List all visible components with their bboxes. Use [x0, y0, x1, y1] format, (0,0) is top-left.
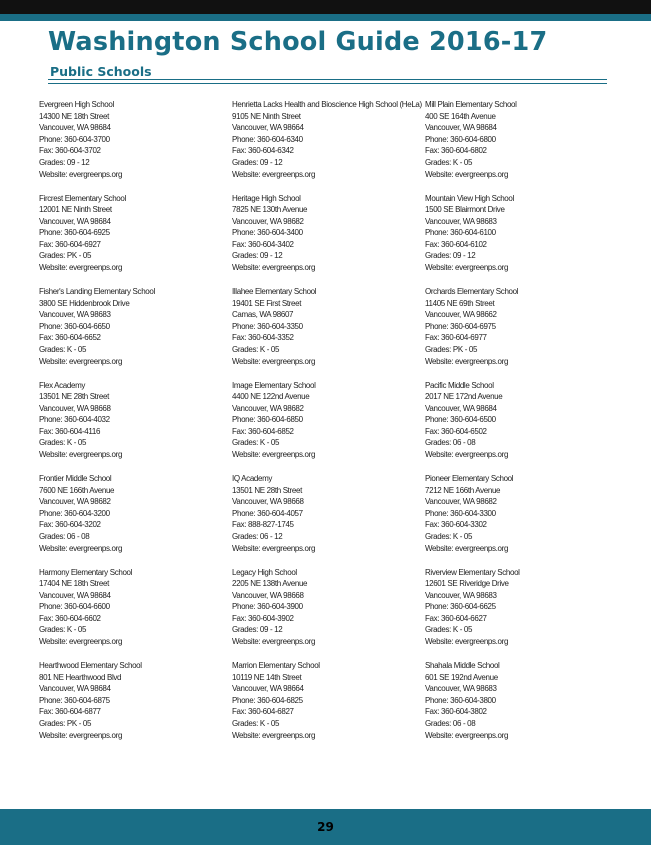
section-subtitle: Public Schools: [50, 64, 152, 79]
school-entry: [425, 660, 615, 754]
school-name: Fircrest Elementary School: [39, 193, 126, 203]
school-city: Vancouver, WA 98664: [232, 123, 304, 133]
school-city: Vancouver, WA 98684: [39, 590, 111, 600]
school-fax: Fax: 360-604-3402: [232, 239, 294, 249]
school-website: Website: evergreenps.org: [39, 263, 123, 273]
school-address: 7825 NE 130th Avenue: [232, 205, 308, 215]
school-phone: Phone: 360-604-3200: [39, 508, 110, 518]
school-grades: Grades: 09 - 12: [425, 251, 476, 261]
school-website: Website: evergreenps.org: [232, 730, 316, 740]
school-city: Vancouver, WA 98682: [232, 216, 304, 226]
school-address: 1500 SE Blairmont Drive: [425, 205, 505, 215]
school-phone: Phone: 360-604-6850: [232, 415, 303, 425]
school-fax: Fax: 360-604-3902: [232, 613, 294, 623]
school-website: Website: evergreenps.org: [39, 730, 123, 740]
school-fax: Fax: 360-604-6927: [39, 239, 101, 249]
school-entry: [425, 286, 615, 380]
header-divider-top: [48, 79, 607, 80]
school-fax: Fax: 360-604-6827: [232, 707, 294, 717]
school-name: Flex Academy: [39, 380, 86, 390]
school-phone: Phone: 360-604-4032: [39, 415, 110, 425]
school-name: Heritage High School: [232, 193, 301, 203]
school-website: Website: evergreenps.org: [39, 356, 123, 366]
school-phone: Phone: 360-604-3300: [425, 508, 496, 518]
school-name: Mountain View High School: [425, 193, 514, 203]
school-fax: Fax: 360-604-3352: [232, 333, 294, 343]
school-phone: Phone: 360-604-3700: [39, 134, 110, 144]
school-address: 17404 NE 18th Street: [39, 579, 109, 589]
school-city: Vancouver, WA 98684: [425, 403, 497, 413]
school-entry: [232, 286, 422, 380]
school-city: Vancouver, WA 98684: [39, 123, 111, 133]
school-grades: Grades: 06 - 08: [425, 438, 476, 448]
school-entry: [425, 380, 615, 474]
school-grades: Grades: K - 05: [425, 157, 473, 167]
school-entry: [39, 473, 229, 567]
school-phone: Phone: 360-604-6975: [425, 321, 496, 331]
school-name: Mill Plain Elementary School: [425, 100, 517, 109]
school-phone: Phone: 360-604-3800: [425, 695, 496, 705]
school-address: 13501 NE 28th Street: [39, 392, 109, 402]
school-phone: Phone: 360-604-6800: [425, 134, 496, 144]
school-website: Website: evergreenps.org: [425, 356, 509, 366]
school-grades: Grades: 09 - 12: [232, 251, 283, 261]
school-entry: [39, 660, 229, 754]
school-address: 4400 NE 122nd Avenue: [232, 392, 310, 402]
school-fax: Fax: 360-604-6102: [425, 239, 487, 249]
school-name: Shahala Middle School: [425, 661, 500, 670]
school-website: Website: evergreenps.org: [39, 450, 123, 460]
school-entry: [39, 567, 229, 661]
school-name: Image Elementary School: [232, 380, 316, 390]
school-phone: Phone: 360-604-6925: [39, 228, 110, 238]
school-fax: Fax: 360-604-6342: [232, 146, 294, 156]
school-grades: Grades: K - 05: [425, 531, 473, 541]
school-fax: Fax: 360-604-6602: [39, 613, 101, 623]
school-name: Riverview Elementary School: [425, 567, 520, 577]
school-city: Vancouver, WA 98682: [232, 403, 304, 413]
school-website: Website: evergreenps.org: [39, 637, 123, 647]
school-name: Orchards Elementary School: [425, 287, 519, 296]
school-city: Vancouver, WA 98668: [39, 403, 111, 413]
top-accent-bar: [0, 14, 651, 21]
school-entry: [425, 473, 615, 567]
school-grades: Grades: K - 05: [39, 625, 87, 635]
school-entry: [232, 567, 422, 661]
school-fax: Fax: 360-604-6802: [425, 146, 487, 156]
school-name: Pacific Middle School: [425, 380, 494, 390]
school-website: Website: evergreenps.org: [232, 637, 316, 647]
school-fax: Fax: 360-604-6627: [425, 613, 487, 623]
school-website: Website: evergreenps.org: [232, 263, 316, 273]
school-website: Website: evergreenps.org: [232, 543, 316, 553]
school-website: Website: evergreenps.org: [425, 730, 509, 740]
school-name: Frontier Middle School: [39, 474, 112, 483]
school-phone: Phone: 360-604-3900: [232, 602, 303, 612]
school-fax: Fax: 360-604-3302: [425, 520, 487, 530]
school-website: Website: evergreenps.org: [425, 169, 509, 179]
school-fax: Fax: 360-604-6877: [39, 707, 101, 717]
school-address: 12001 NE Ninth Street: [39, 205, 112, 215]
school-address: 10119 NE 14th Street: [232, 672, 302, 682]
school-fax: Fax: 888-827-1745: [232, 520, 294, 530]
school-address: 7212 NE 166th Avenue: [425, 485, 501, 495]
school-city: Vancouver, WA 98662: [425, 310, 497, 320]
school-column-right: [425, 99, 615, 754]
school-city: Vancouver, WA 98684: [425, 123, 497, 133]
school-address: 601 SE 192nd Avenue: [425, 672, 498, 682]
school-name: IQ Academy: [232, 474, 273, 483]
school-address: 801 NE Hearthwood Blvd: [39, 672, 122, 682]
school-grades: Grades: PK - 05: [39, 251, 92, 261]
school-entry: [39, 286, 229, 380]
school-website: Website: evergreenps.org: [425, 637, 509, 647]
school-grades: Grades: K - 05: [39, 438, 87, 448]
school-name: Marrion Elementary School: [232, 661, 320, 670]
school-city: Vancouver, WA 98683: [425, 684, 497, 694]
school-name: Illahee Elementary School: [232, 287, 317, 296]
header-divider-bottom: [48, 83, 607, 84]
school-address: 13501 NE 28th Street: [232, 485, 302, 495]
school-website: Website: evergreenps.org: [39, 543, 123, 553]
school-phone: Phone: 360-604-6875: [39, 695, 110, 705]
school-entry: [39, 99, 229, 193]
school-entry: [232, 99, 422, 193]
page-number: 29: [317, 820, 334, 834]
school-phone: Phone: 360-604-6650: [39, 321, 110, 331]
school-city: Vancouver, WA 98684: [39, 684, 111, 694]
school-name: Henrietta Lacks Health and Bioscience High School (HeLa): [232, 100, 422, 109]
school-address: 19401 SE First Street: [232, 298, 302, 308]
page-title: Washington School Guide 2016-17: [48, 27, 548, 57]
school-name: Harmony Elementary School: [39, 567, 133, 577]
school-name: Legacy High School: [232, 567, 297, 577]
school-fax: Fax: 360-604-3802: [425, 707, 487, 717]
school-entry: [232, 380, 422, 474]
school-fax: Fax: 360-604-6652: [39, 333, 101, 343]
school-address: 14300 NE 18th Street: [39, 111, 109, 121]
school-grades: Grades: 06 - 08: [39, 531, 90, 541]
school-address: 11405 NE 69th Street: [425, 298, 495, 308]
school-entry: [232, 473, 422, 567]
school-fax: Fax: 360-604-3202: [39, 520, 101, 530]
school-name: Fisher's Landing Elementary School: [39, 287, 155, 296]
school-address: 3800 SE Hiddenbrook Drive: [39, 298, 130, 308]
school-website: Website: evergreenps.org: [232, 169, 316, 179]
school-name: Evergreen High School: [39, 100, 114, 109]
school-grades: Grades: 09 - 12: [232, 625, 283, 635]
school-column-middle: [232, 99, 422, 754]
school-fax: Fax: 360-604-3702: [39, 146, 101, 156]
school-grades: Grades: K - 05: [425, 625, 473, 635]
school-name: Pioneer Elementary School: [425, 474, 514, 483]
school-grades: Grades: K - 05: [232, 344, 280, 354]
school-city: Vancouver, WA 98683: [425, 216, 497, 226]
school-entry: [425, 99, 615, 193]
school-grades: Grades: K - 05: [39, 344, 87, 354]
school-grades: Grades: K - 05: [232, 438, 280, 448]
school-fax: Fax: 360-604-4116: [39, 426, 101, 436]
school-grades: Grades: 06 - 12: [232, 531, 283, 541]
school-website: Website: evergreenps.org: [39, 169, 123, 179]
school-phone: Phone: 360-604-6100: [425, 228, 496, 238]
school-entry: [425, 193, 615, 287]
school-city: Vancouver, WA 98683: [425, 590, 497, 600]
school-website: Website: evergreenps.org: [232, 450, 316, 460]
school-phone: Phone: 360-604-6500: [425, 415, 496, 425]
school-address: 12601 SE Riveridge Drive: [425, 579, 509, 589]
school-city: Vancouver, WA 98668: [232, 590, 304, 600]
school-entry: [232, 660, 422, 754]
school-address: 9105 NE Ninth Street: [232, 111, 301, 121]
school-address: 2205 NE 138th Avenue: [232, 579, 308, 589]
school-website: Website: evergreenps.org: [425, 450, 509, 460]
school-name: Hearthwood Elementary School: [39, 661, 142, 670]
school-grades: Grades: PK - 05: [39, 718, 92, 728]
school-address: 7600 NE 166th Avenue: [39, 485, 115, 495]
school-fax: Fax: 360-604-6502: [425, 426, 487, 436]
school-city: Vancouver, WA 98682: [39, 497, 111, 507]
school-entry: [425, 567, 615, 661]
school-city: Vancouver, WA 98668: [232, 497, 304, 507]
school-entry: [39, 193, 229, 287]
school-city: Vancouver, WA 98664: [232, 684, 304, 694]
school-phone: Phone: 360-604-6340: [232, 134, 303, 144]
school-entry: [39, 380, 229, 474]
school-phone: Phone: 360-604-6625: [425, 602, 496, 612]
school-phone: Phone: 360-604-4057: [232, 508, 303, 518]
school-address: 2017 NE 172nd Avenue: [425, 392, 503, 402]
school-fax: Fax: 360-604-6977: [425, 333, 487, 343]
school-fax: Fax: 360-604-6852: [232, 426, 294, 436]
school-website: Website: evergreenps.org: [425, 263, 509, 273]
school-website: Website: evergreenps.org: [425, 543, 509, 553]
school-city: Vancouver, WA 98684: [39, 216, 111, 226]
school-address: 400 SE 164th Avenue: [425, 111, 496, 121]
school-website: Website: evergreenps.org: [232, 356, 316, 366]
school-column-left: [39, 99, 229, 754]
school-grades: Grades: 06 - 08: [425, 718, 476, 728]
school-entry: [232, 193, 422, 287]
school-grades: Grades: PK - 05: [425, 344, 478, 354]
top-bar: [0, 0, 651, 14]
school-phone: Phone: 360-604-3350: [232, 321, 303, 331]
school-grades: Grades: K - 05: [232, 718, 280, 728]
school-city: Vancouver, WA 98683: [39, 310, 111, 320]
school-city: Vancouver, WA 98682: [425, 497, 497, 507]
school-phone: Phone: 360-604-6825: [232, 695, 303, 705]
school-grades: Grades: 09 - 12: [39, 157, 90, 167]
school-phone: Phone: 360-604-6600: [39, 602, 110, 612]
school-city: Camas, WA 98607: [232, 310, 294, 320]
school-grades: Grades: 09 - 12: [232, 157, 283, 167]
school-phone: Phone: 360-604-3400: [232, 228, 303, 238]
